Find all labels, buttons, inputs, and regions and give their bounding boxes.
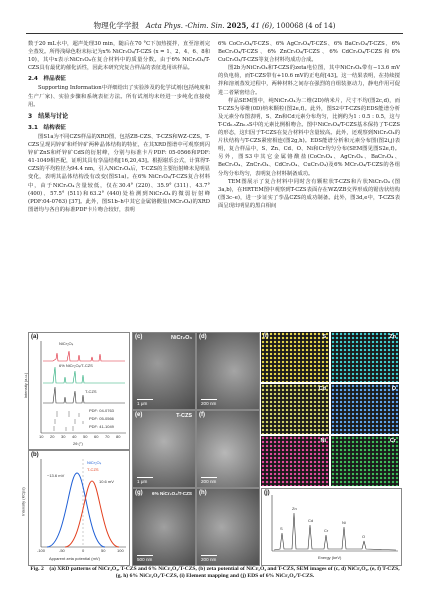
xrd-xtick: 50 <box>83 434 88 439</box>
map-tile-cd <box>261 384 329 434</box>
zeta-xtick: -50 <box>59 548 65 553</box>
xrd-legend-composite: 6% NiCr₂O₄/T-CZS <box>59 363 93 368</box>
sample-tag-nicr2o4: NiCr₂O₄ <box>171 335 192 341</box>
eds-peak-label: O <box>362 534 366 539</box>
panel-label-e: (e) <box>135 412 143 418</box>
paragraph: TEM图展示了复合材料中同时含有颗粒状T-CZS和片状NiCr₂O₄ (图3a,b)，在HRTEM图中观察到T-CZS表面存在WZ/ZB交界形成的锯齿状结构(图3c–e)，进一步证实了孪晶CZS的成功制备。此外，图3d,e中，T-CZS表面呈现出明显的黑白相间 <box>218 178 400 209</box>
xrd-legend-nicr2o4: NiCr₂O₄ <box>59 341 74 346</box>
sample-tag-composite: 6% NiCr₂O₄/T-CZS <box>152 491 192 496</box>
scale-bar: 500 nm <box>137 555 153 562</box>
section-heading-3: 3 结果与讨论 <box>28 112 69 120</box>
element-label: Zn <box>389 334 396 340</box>
scale-bar: 200 nm <box>201 399 217 406</box>
figure-caption: Fig. 2 (a) XRD patterns of NiCr₂O₄, T-CZS and 6% NiCr₂O₄/T-CZS, (b) zeta potential of NiCr₂O₄ and T-CZS, SEM images of (c, d) NiCr₂O₄, (e, f) T-CZS, (g, h) 6% NiCr₂O₄/T-CZS, (i) Element mapping and (j) EDS of 6% NiCr₂O₄/T-CZS. <box>30 566 400 580</box>
eds-trace <box>274 513 396 550</box>
xrd-xtick: 20 <box>50 434 55 439</box>
eds-xlabel: Energy (keV) <box>318 555 342 560</box>
running-header <box>26 20 403 32</box>
eds-peak-label: Ni <box>342 520 346 525</box>
eds-peak-label: Cd <box>308 518 314 523</box>
sample-tag-tczs: T-CZS <box>176 413 192 419</box>
article-number: 100068 (4 of 14) <box>276 22 336 30</box>
right-column <box>218 40 400 210</box>
eds-peak-label: Zn <box>292 506 297 511</box>
zeta-ylabel: Intensity (KCps) <box>20 487 26 516</box>
sem-image-h <box>196 488 260 566</box>
paragraph: 图2b为NiCr₂O₄和T-CZS的zeta电位图，其中NiCr₂O₄带有−13.6 mV的负电荷，而T-CZS带有+10.6 mV的正电荷[43]。这一结果表明，在持续搅拌和溶剂蒸发过程中，两种材料之间存在强烈的自组装驱动力，静电作用可促进二者紧密结合。 <box>218 65 400 96</box>
paragraph: 图S1a为不同CZS样品的XRD图，包括ZB-CZS、T-CZS和WZ-CZS。T-CZS呈现闪锌矿和纤锌矿两种晶体结构的特征，在其XRD图谱中可观察到闪锌矿ZnS和纤锌矿CdS的衍射峰，分别与标准卡片PDF: 05-0566和PDF: 41-1049相匹配，证明其具有孪晶结构[16,20,43]。根据谢乐公式，计算得T-CZS的平均粒径为94.4 nm，引入NiCr₂O₄后，T-CZS的主要衍射峰未见明显变化，表明其晶体结构没有改变(图S1a)。在6% NiCr₂O₄/T-CZS复合材料中，由于NiCr₂O₄含量较低，仅在30.4° (220)、35.9° (311)、43.7° (400)、57.5° (511)和63.2° (440)处检测到NiCr₂O₄的微弱衍射峰(PDF:04-0763) [37]。此外，图S1b–h中其它金属铬酸盐(MCr₂O₄)的XRD图谱均与各自的标准PDF卡片吻合较好，表明 <box>28 133 211 213</box>
zeta-legend-tczs: T-CZS <box>87 467 99 472</box>
xrd-xtick: 70 <box>105 434 110 439</box>
zeta-xtick: 50 <box>101 548 106 553</box>
zeta-legend-nicr2o4: NiCr₂O₄ <box>87 460 102 465</box>
xrd-xtick: 80 <box>116 434 121 439</box>
map-tile-ni <box>261 436 329 486</box>
sem-image-e <box>132 410 196 488</box>
xrd-ref-label: PDF: 05-0566 <box>89 416 114 421</box>
xrd-xtick: 60 <box>94 434 99 439</box>
panel-label-d: (d) <box>199 334 207 340</box>
panel-label-i: (i) <box>263 333 269 339</box>
xrd-legend-tczs: T-CZS <box>85 389 97 394</box>
paragraph: 数于20 mL水中，超声处理30 min，随后在70 °C下加热搅拌，直至溶剂完全蒸发。所得浅绿色粉末标记为x% NiCr₂O₄/T-CZS (x = 1、2、4、6、8和10)，其中x表示NiCr₂O₄在复合材料中的质量分数。由于6% NiCr₂O₄/T-CZS具有最优的催化活性，因此本研究究复合样品的表征选用该样品。 <box>28 41 210 72</box>
zeta-curve-nicr2o4 <box>47 473 105 547</box>
panel-label-h: (h) <box>199 490 207 496</box>
panel-label-a: (a) <box>31 334 39 340</box>
scale-bar: 1 μm <box>137 477 153 484</box>
header-rule <box>26 33 403 34</box>
xrd-ref-label: PDF: 41-1049 <box>89 424 114 429</box>
map-tile-o <box>331 384 399 434</box>
section-heading-3-1: 3.1 结构表征 <box>28 124 66 131</box>
xrd-plot <box>29 333 129 449</box>
xrd-ylabel: Intensity (a.u.) <box>23 372 29 399</box>
scale-bar: 200 nm <box>201 555 217 562</box>
xrd-xtick: 30 <box>61 434 66 439</box>
map-tile-s <box>261 332 329 382</box>
scale-bar: 1 μm <box>137 399 153 406</box>
element-label: Ni <box>320 438 326 444</box>
map-tile-zn <box>331 332 399 382</box>
journal-cite: Acta Phys. -Chim. Sin. <box>145 22 225 30</box>
eds-peak-label: S <box>280 526 283 531</box>
journal-year: 2025, <box>226 21 249 30</box>
paragraph: 样品SEM图中，纯NiCr₂O₄为二维(2D)纳米片，尺寸不均(图2c,d)，而T-CZS为零维(0D)纳米颗粒(图2e,f)。此外，图S2中T-CZS的EDS能谱分析及元素分布图表明，S、Zn和Cd元素分布均匀，比例约为1 : 0.5 : 0.5，这与T-Cd₀.₅Zn₀.₅S中的元素比例相吻合。图中NiCr₂O₄/T-CZS基本保持了T-CZS的形态，这归因于T-CZS在复合材料中含量较高。此外，还观察到NiCr₂O₄的片状结构与T-CZS紧密相连(图2g,h)。EDS能谱分析和元素分布图(图2i,j)表明，复合样品中，S、Zn、Cd、O、Ni和Cr均匀分布(SEM图见图S2e,f)。另外，图S3中其它金属铬酸盐(CoCr₂O₄、AgCr₂O₄、BaCr₂O₄、BeCr₂O₄、ZnCr₂O₄、CdCr₂O₄、CuCr₂O₄)及6% MCr₂O₄/T-CZS的各组分均分布均匀，表明复合材料制备成功。 <box>218 97 400 177</box>
journal-name: 物理化学学报 <box>93 21 140 30</box>
xrd-trace-composite <box>43 367 125 383</box>
panel-label-g: (g) <box>135 490 143 496</box>
xrd-trace-nicr2o4 <box>43 351 125 361</box>
element-label: Cr <box>389 438 396 444</box>
panel-label-b: (b) <box>31 452 39 458</box>
xrd-trace-tczs <box>43 387 125 403</box>
zeta-curve-tczs <box>65 481 119 547</box>
scale-bar: 200 nm <box>201 477 217 484</box>
zeta-annot-positive: 10.6 mV <box>99 479 114 484</box>
sem-image-f <box>196 410 260 488</box>
element-label: S <box>322 334 326 340</box>
xrd-xtick: 10 <box>39 434 44 439</box>
paragraph: Supporting Information中详细给出了实验涉及的化学试剂(包括纯度和生产厂家)、实验步骤和系统表征方法。所有试剂均未经进一步纯化直接使用。 <box>28 85 210 108</box>
zeta-annot-negative: −13.6 mV <box>47 473 65 478</box>
zeta-xtick: 100 <box>117 548 124 553</box>
zeta-xlabel: Apparent zeta potential (mV) <box>49 556 100 561</box>
paragraph: 6% CoCr₂O₄/T-CZS、6% AgCr₂O₄/T-CZS、6% BaCr₂O₄/T-CZS、6% BeCr₂O₄/T-CZS、6% ZnCr₂O₄/T-CZS、6% CdCr₂O₄/T-CZS和6% CuCr₂O₄/T-CZS等复合材料均成功合成。 <box>218 41 400 64</box>
xrd-xlabel: 2θ (°) <box>73 441 83 446</box>
panel-label-j: (j) <box>264 490 270 496</box>
sem-image-d <box>196 332 260 410</box>
zeta-xtick: -100 <box>37 548 46 553</box>
journal-volume: 41 (6), <box>250 22 275 30</box>
figure-2 <box>20 332 402 564</box>
sem-image-g <box>132 488 196 566</box>
sem-image-c <box>132 332 196 410</box>
xrd-ref-sticks <box>54 411 83 431</box>
xrd-panel <box>23 332 130 450</box>
element-label: O <box>391 386 396 392</box>
zeta-panel <box>20 450 130 566</box>
left-column <box>28 40 210 214</box>
eds-panel <box>261 488 402 566</box>
panel-label-c: (c) <box>135 334 143 340</box>
xrd-ref-label: PDF: 04-0763 <box>89 408 114 413</box>
eds-peak-label: Cr <box>324 528 329 533</box>
zeta-xtick: 0 <box>82 548 85 553</box>
section-heading-2-4: 2.4 样品表征 <box>28 76 66 83</box>
element-label: Cd <box>318 386 326 392</box>
panel-label-f: (f) <box>199 412 205 418</box>
element-mapping-panel <box>261 332 400 486</box>
xrd-xtick: 40 <box>72 434 77 439</box>
map-tile-cr <box>331 436 399 486</box>
